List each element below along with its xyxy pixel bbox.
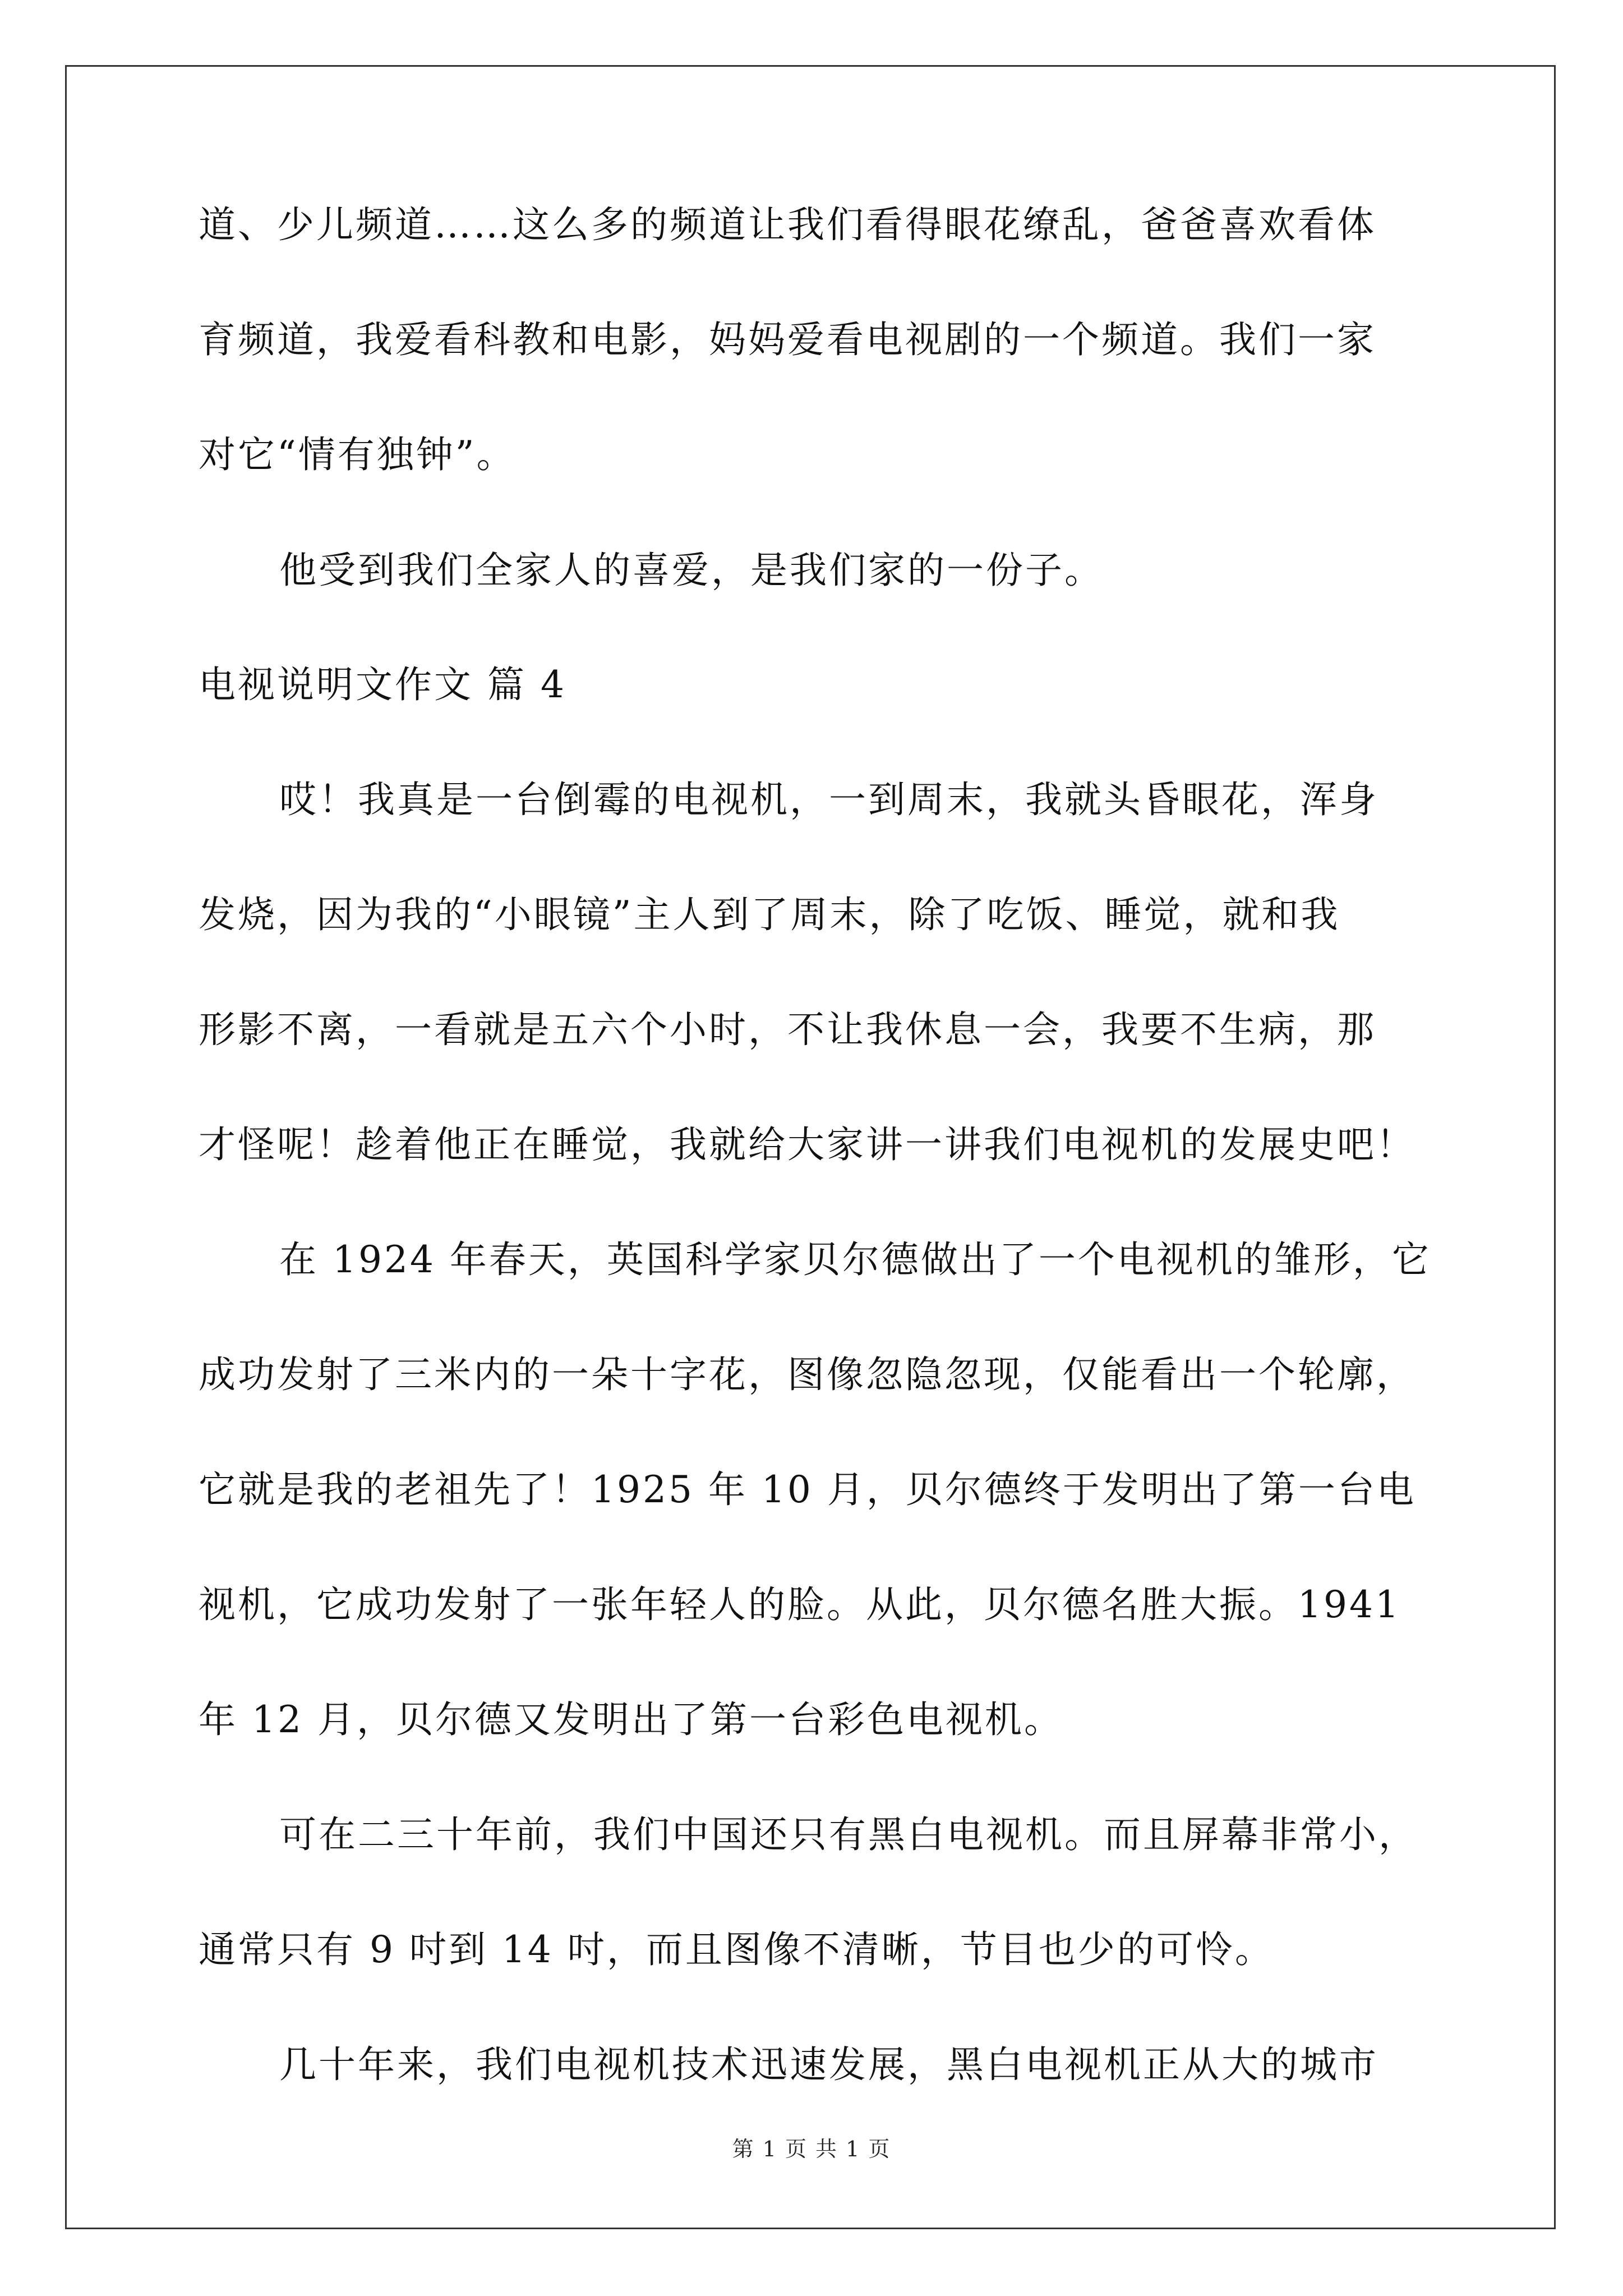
section-heading: 电视说明文作文 篇 4 [199, 663, 566, 706]
paragraph-line: 在 1924 年春天，英国科学家贝尔德做出了一个电视机的雏形，它 [279, 1238, 1431, 1281]
text-line: 年 12 月，贝尔德又发明出了第一台彩色电视机。 [199, 1698, 1063, 1741]
text-line: 它就是我的老祖先了！1925 年 10 月，贝尔德终于发明出了第一台电 [199, 1468, 1416, 1511]
paragraph-line: 哎！我真是一台倒霉的电视机，一到周末，我就头昏眼花，浑身 [279, 778, 1378, 821]
text-line: 通常只有 9 吋到 14 吋，而且图像不清晰，节目也少的可怜。 [199, 1928, 1274, 1971]
text-line: 发烧，因为我的“小眼镜”主人到了周末，除了吃饭、睡觉，就和我 [199, 893, 1340, 936]
text-line: 成功发射了三米内的一朵十字花，图像忽隐忽现，仅能看出一个轮廓， [199, 1353, 1415, 1396]
paragraph-line: 几十年来，我们电视机技术迅速发展，黑白电视机正从大的城市 [279, 2043, 1378, 2086]
text-line: 道、少儿频道……这么多的频道让我们看得眼花缭乱，爸爸喜欢看体 [199, 203, 1376, 246]
text-line: 形影不离，一看就是五六个小时，不让我休息一会，我要不生病，那 [199, 1008, 1376, 1051]
paragraph-line: 可在二三十年前，我们中国还只有黑白电视机。而且屏幕非常小， [279, 1813, 1418, 1856]
text-line: 视机，它成功发射了一张年轻人的脸。从此，贝尔德名胜大振。1941 [199, 1583, 1401, 1626]
text-line: 育频道，我爱看科教和电影，妈妈爱看电视剧的一个频道。我们一家 [199, 318, 1376, 361]
text-line: 才怪呢！趁着他正在睡觉，我就给大家讲一讲我们电视机的发展史吧！ [199, 1123, 1415, 1166]
page-number: 第 1 页 共 1 页 [732, 2137, 891, 2161]
paragraph-line: 他受到我们全家人的喜爱，是我们家的一份子。 [279, 549, 1104, 592]
text-line: 对它“情有独钟”。 [199, 433, 516, 476]
